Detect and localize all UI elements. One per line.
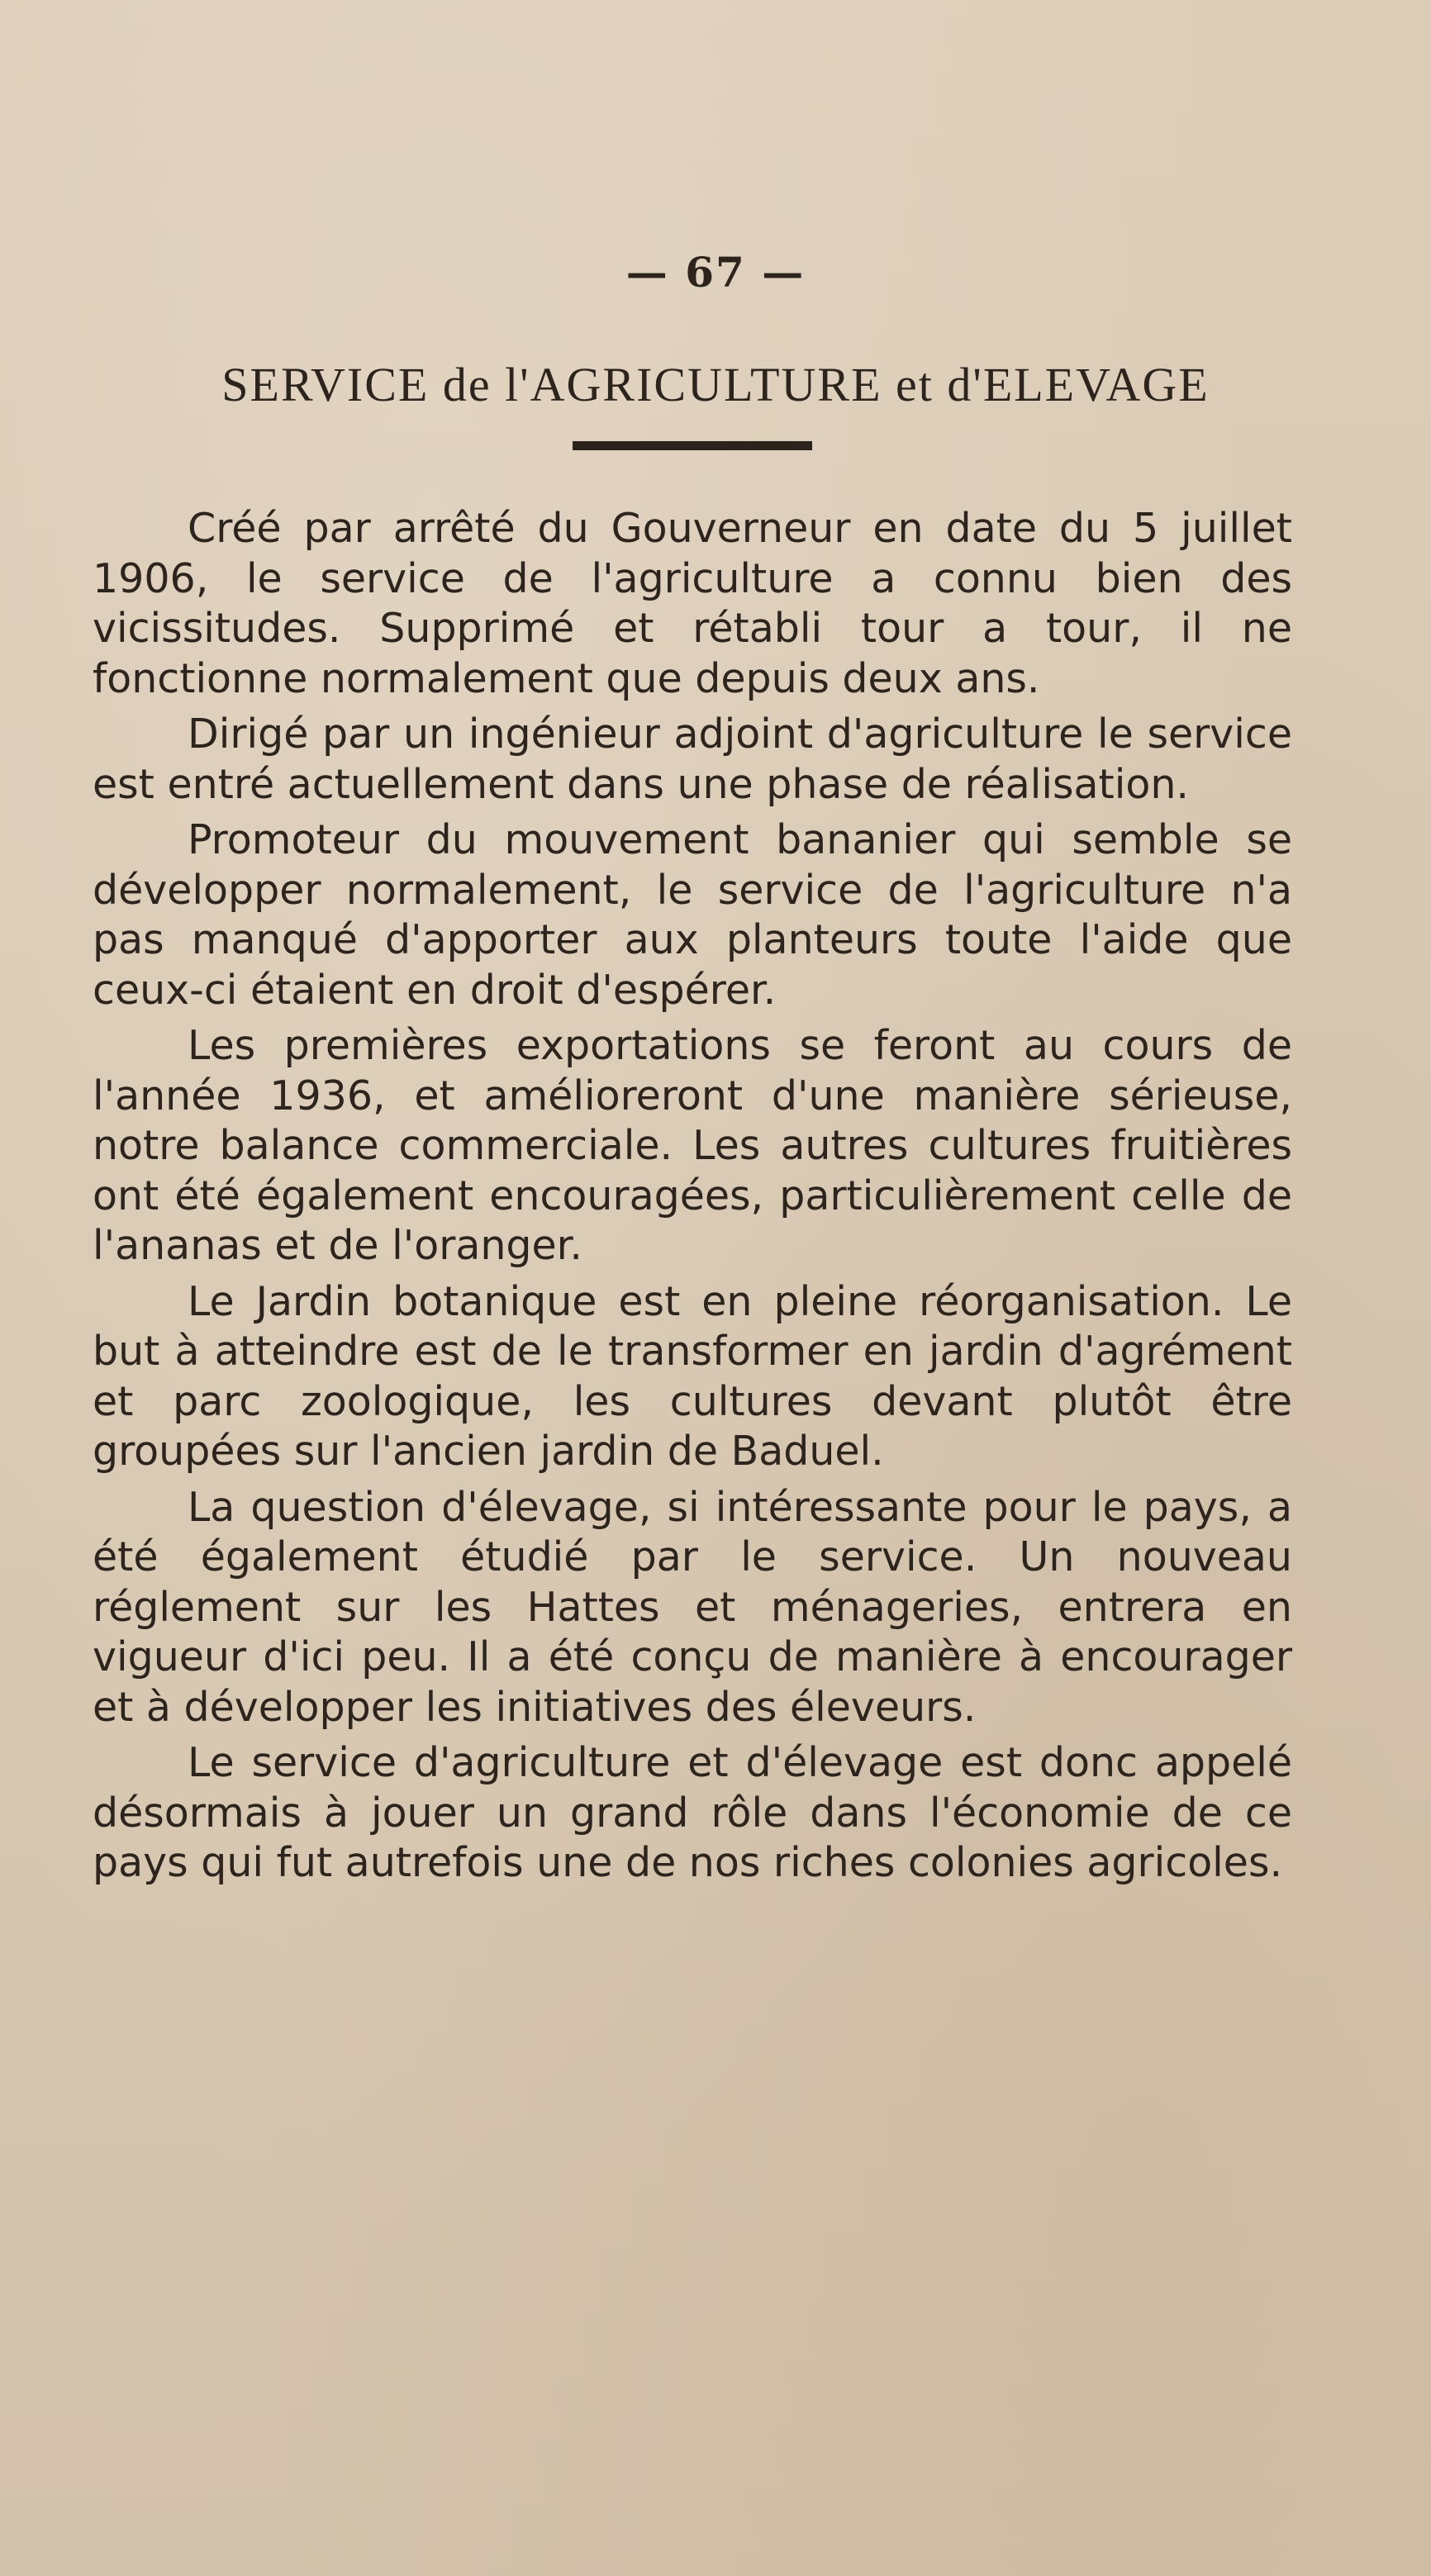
title-divider	[573, 441, 812, 450]
page-number: — 67 —	[625, 248, 806, 297]
body-text	[93, 504, 1292, 1894]
paragraph-garden: Le Jardin botanique est en pleine réorganisation. Le but à atteindre est de le transformer en jardin d'agrément et parc zoologique, les cultures devant plutôt être groupées sur l'ancien jardin de Baduel.	[93, 1277, 1292, 1475]
paragraph-exports: Les premières exportations se feront au cours de l'année 1936, et amélioreront d'une manière sérieuse, notre balance commerciale. Les autres cultures fruitières ont été également encouragées, particulièrement celle de l'ananas et de l'oranger.	[93, 1022, 1292, 1269]
paragraph-creation: Créé par arrêté du Gouverneur en date du 5 juillet 1906, le service de l'agriculture a connu bien des vicissitudes. Supprimé et rétabli tour a tour, il ne fonctionne normalement que depuis deux ans.	[93, 505, 1292, 702]
section-title: SERVICE de l'AGRICULTURE et d'ELEVAGE	[221, 358, 1210, 411]
paragraph-conclusion: Le service d'agriculture et d'élevage est donc appelé désormais à jouer un grand rôle dans l'économie de ce pays qui fut autrefois une de nos riches colonies agricoles.	[93, 1739, 1292, 1886]
paragraph-banana: Promoteur du mouvement bananier qui semble se développer normalement, le service de l'agriculture n'a pas manqué d'apporter aux planteurs toute l'aide que ceux-ci étaient en droit d'espérer.	[93, 816, 1292, 1014]
paragraph-livestock: La question d'élevage, si intéressante pour le pays, a été également étudié par le service. Un nouveau réglement sur les Hattes et ménageries, entrera en vigueur d'ici peu. Il a été conçu de manière à encourager et à développer les initiatives des éleveurs.	[93, 1483, 1292, 1731]
paragraph-direction: Dirigé par un ingénieur adjoint d'agriculture le service est entré actuellement dans une phase de réalisation.	[93, 711, 1292, 808]
